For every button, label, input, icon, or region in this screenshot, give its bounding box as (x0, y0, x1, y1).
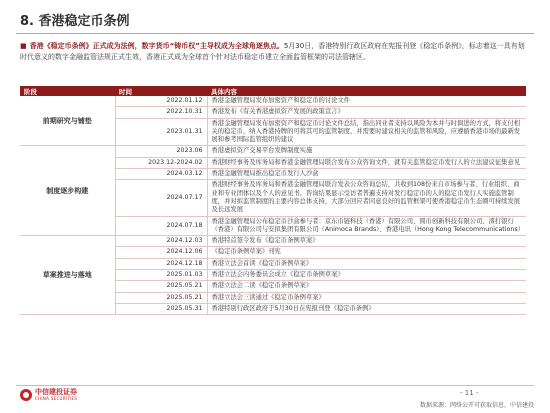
header-content: 具体内容 (207, 86, 526, 96)
date-cell: 2024.12.18 (115, 258, 207, 269)
table-row (20, 236, 526, 247)
date-cell: 2025.05.21 (115, 281, 207, 292)
title-divider (16, 33, 534, 34)
date-cell: 2023.06 (115, 146, 207, 157)
content-cell: 香港立法会二读《稳定币条例草案》 (207, 281, 526, 292)
date-cell: 2022.10.31 (115, 107, 207, 118)
logo-mark-icon (20, 389, 32, 401)
footer-divider (16, 385, 534, 386)
header-stage: 阶段 (20, 86, 115, 96)
content-cell: 香港财经事务及库务局和香港金融管理局联合发表公众咨询总结，共收到108份来自市场参与者、行业组织、商业和专业团体以及个人的意见书。咨询结果显示受访者普遍支持对发行稳定币的人的稳定币发行人实施监管制度，并对拟监管制度的主要内容总体支持，大部分回应者同意良好的监管框架可使香港稳定币生态圈可持续发展及长远发展 (207, 180, 526, 216)
content-cell: 香港特别行政区政府于5月30日在宪报刊登《稳定币条例》 (207, 303, 526, 314)
date-cell: 2024.12.03 (115, 236, 207, 247)
page-number: - 11 - (460, 389, 479, 397)
date-cell: 2025.01.03 (115, 270, 207, 281)
content-cell: 香港金融管理局发布加密资产和稳定币讨论文件总结，指出同业者支持以风险为本并与时俱进的方式，将支付相关的稳定币，纳入香港持牌的可将其可的监管制度，并需要时建议相关的监管和风险，应遵循香港市场的最新发展和参考国际监管组织的建议 (207, 118, 526, 146)
content-cell: 香港立法会三读通过《稳定币条例草案》 (207, 292, 526, 303)
date-cell: 2025.05.21 (115, 292, 207, 303)
content-cell: 香港金融管理局发布加密资产和稳定币的讨论文件 (207, 96, 526, 107)
table-header-row (20, 86, 526, 96)
date-cell: 2024.03.12 (115, 169, 207, 180)
content-cell: 香港立法会内务委员会成立《稳定币条例草案》 (207, 270, 526, 281)
table-row (20, 96, 526, 107)
table-row (20, 146, 526, 157)
policy-timeline-table (20, 86, 526, 315)
content-cell: 香港发布《有关香港虚拟资产发展的政策宣言》 (207, 107, 526, 118)
content-cell: 香港财经事务及库务局和香港金融管理局联合发布公众咨询文件，就有关监管稳定币发行人的立法建议征集意见 (207, 157, 526, 168)
stage-cell: 前期研究与铺垫 (20, 96, 115, 146)
content-cell: 香港虚拟资产交易平台发牌制度实施 (207, 146, 526, 157)
stage-cell: 草案推进与落地 (20, 236, 115, 315)
logo-cn-text: 中信建投证券 (35, 388, 77, 396)
page-title: 8. 香港稳定币条例 (20, 14, 130, 29)
date-cell: 2024.12.06 (115, 247, 207, 258)
logo-en-text: CHINA SECURITIES (35, 396, 78, 401)
bullet-icon: ■ (20, 42, 27, 50)
source-note: 数据来源：网络公开可获取信息，中信建投 (420, 402, 535, 409)
intro-paragraph (20, 41, 526, 62)
company-logo (20, 388, 77, 401)
header-time: 时间 (115, 86, 207, 96)
content-cell: 香港金融管理局推出稳定币发行人沙盒 (207, 169, 526, 180)
intro-body: 5月30日，香港特别行政区政府在宪报刊登《稳定币条例》，标志着这一具有划时代意义的数字金融监管法规正式生效，香港正式成为全球首个针对法币稳定币建立全面监管框架的司法管辖区。 (20, 42, 525, 61)
date-cell: 2024.07.18 (115, 216, 207, 236)
date-cell: 2023.12-2024.02 (115, 157, 207, 168)
stage-cell: 制度逐步构建 (20, 146, 115, 236)
date-cell: 2023.01.31 (115, 118, 207, 146)
date-cell: 2022.01.12 (115, 96, 207, 107)
intro-highlight: 香港《稳定币条例》正式成为法例，数字货币“铸币权”主导权成为全球角逐焦点。 (29, 42, 284, 50)
date-cell: 2024.07.17 (115, 180, 207, 216)
content-cell: 香港特首签令发布《稳定币条例草案》 (207, 236, 526, 247)
content-cell: 香港金融管理局公布稳定币沙盒参与者：京东币链科技（香港）有限公司、圆币创新科技有限公司、渣打银行（香港）有限公司与安拟集团有限公司（Animoca Brands）、香港电讯（Hong Kong Telecommunications） (207, 216, 526, 236)
date-cell: 2025.05.31 (115, 303, 207, 314)
content-cell: 《稳定币条例草案》刊宪 (207, 247, 526, 258)
content-cell: 香港立法会首读《稳定币条例草案》 (207, 258, 526, 269)
